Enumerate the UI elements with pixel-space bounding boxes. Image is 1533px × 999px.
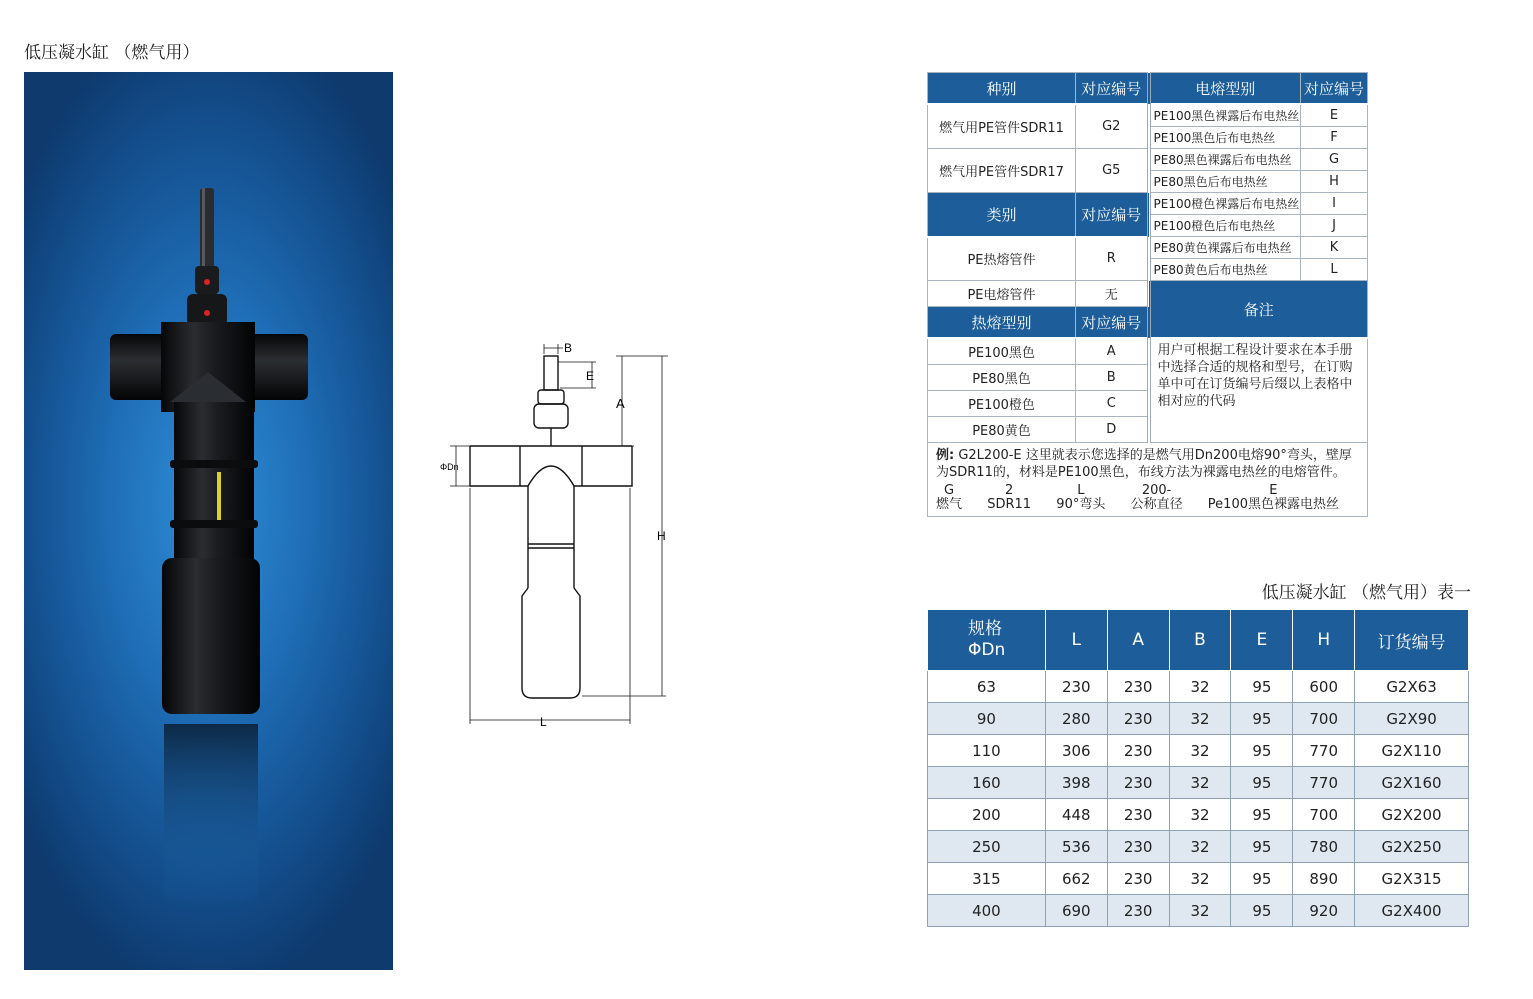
cell-a: 230 xyxy=(1107,703,1169,735)
electro-row: PE100橙色后布电热丝 xyxy=(1149,215,1301,237)
legend-item: G 燃气 xyxy=(936,483,963,512)
cell-h: 700 xyxy=(1293,799,1355,831)
legend-item: 2 SDR11 xyxy=(987,483,1032,512)
table-row xyxy=(928,703,1469,735)
table-row xyxy=(928,863,1469,895)
cell-l: 448 xyxy=(1045,799,1107,831)
cell-e: 95 xyxy=(1231,799,1293,831)
table-caption: 低压凝水缸 （燃气用）表一 xyxy=(1261,583,1471,603)
kind-header: 种别 xyxy=(928,73,1076,105)
electro-code: H xyxy=(1301,171,1368,193)
electro-row: PE100黑色后布电热丝 xyxy=(1149,127,1301,149)
class-code: R xyxy=(1076,237,1149,281)
electro-row: PE100黑色裸露后布电热丝 xyxy=(1149,104,1301,127)
hot-code: A xyxy=(1076,338,1149,365)
cell-l: 398 xyxy=(1045,767,1107,799)
cell-order-code: G2X63 xyxy=(1355,671,1469,703)
cell-e: 95 xyxy=(1231,831,1293,863)
cell-order-code: G2X200 xyxy=(1355,799,1469,831)
dim-label-h: H xyxy=(657,529,666,543)
table-row xyxy=(928,671,1469,703)
cell-h: 700 xyxy=(1293,703,1355,735)
electro-row: PE80黑色后布电热丝 xyxy=(1149,171,1301,193)
cell-b: 32 xyxy=(1169,799,1231,831)
cell-a: 230 xyxy=(1107,831,1169,863)
remark-text: 用户可根据工程设计要求在本手册中选择合适的规格和型号，在订购单中可在订货编号后缀以上表格中相对应的代码 xyxy=(1149,338,1368,443)
cell-e: 95 xyxy=(1231,863,1293,895)
code-spec-table xyxy=(927,72,1368,517)
electro-code: K xyxy=(1301,237,1368,259)
legend-item: 200- 公称直径 xyxy=(1130,483,1183,512)
hot-code-header: 对应编号 xyxy=(1076,307,1149,339)
cell-e: 95 xyxy=(1231,767,1293,799)
electro-code: E xyxy=(1301,104,1368,127)
cell-b: 32 xyxy=(1169,895,1231,927)
kind-code-header: 对应编号 xyxy=(1076,73,1149,105)
hot-header: 热熔型别 xyxy=(928,307,1076,339)
cell-h: 770 xyxy=(1293,767,1355,799)
col-header-h: H xyxy=(1293,610,1355,671)
dim-label-e: E xyxy=(586,369,595,383)
col-header-a: A xyxy=(1107,610,1169,671)
dim-label-dn: ΦDn xyxy=(440,462,459,472)
table-row xyxy=(928,767,1469,799)
electro-row: PE80黑色裸露后布电热丝 xyxy=(1149,149,1301,171)
cell-dn: 63 xyxy=(928,671,1046,703)
col-header-order-code: 订货编号 xyxy=(1355,610,1469,671)
cell-dn: 90 xyxy=(928,703,1046,735)
col-header-l: L xyxy=(1045,610,1107,671)
cell-l: 306 xyxy=(1045,735,1107,767)
table-row xyxy=(928,895,1469,927)
cell-order-code: G2X250 xyxy=(1355,831,1469,863)
cell-dn: 315 xyxy=(928,863,1046,895)
electro-code: I xyxy=(1301,193,1368,215)
electro-code: F xyxy=(1301,127,1368,149)
cell-order-code: G2X400 xyxy=(1355,895,1469,927)
electro-code: L xyxy=(1301,259,1368,281)
class-code-header: 对应编号 xyxy=(1076,193,1149,237)
order-example xyxy=(928,443,1368,517)
example-legend xyxy=(936,484,1359,512)
cell-l: 230 xyxy=(1045,671,1107,703)
cell-order-code: G2X160 xyxy=(1355,767,1469,799)
electro-code-header: 对应编号 xyxy=(1301,73,1368,105)
cell-e: 95 xyxy=(1231,735,1293,767)
hot-code: C xyxy=(1076,391,1149,417)
remark-header: 备注 xyxy=(1149,281,1368,339)
cell-l: 662 xyxy=(1045,863,1107,895)
hot-code: D xyxy=(1076,417,1149,443)
cell-h: 770 xyxy=(1293,735,1355,767)
cell-a: 230 xyxy=(1107,735,1169,767)
hot-row: PE100橙色 xyxy=(928,391,1076,417)
table-row xyxy=(928,735,1469,767)
cell-l: 536 xyxy=(1045,831,1107,863)
kind-row: 燃气用PE管件SDR17 xyxy=(928,149,1076,193)
col-header-e: E xyxy=(1231,610,1293,671)
table-row xyxy=(928,799,1469,831)
cell-h: 920 xyxy=(1293,895,1355,927)
page-title: 低压凝水缸 （燃气用） xyxy=(24,43,200,63)
legend-item: E Pe100黑色裸露电热丝 xyxy=(1207,483,1339,512)
cell-a: 230 xyxy=(1107,767,1169,799)
class-header: 类别 xyxy=(928,193,1076,237)
product-photo xyxy=(24,72,393,970)
dim-label-a: A xyxy=(616,396,625,411)
cell-a: 230 xyxy=(1107,895,1169,927)
electro-row: PE80黄色裸露后布电热丝 xyxy=(1149,237,1301,259)
class-code: 无 xyxy=(1076,281,1149,307)
col-header-b: B xyxy=(1169,610,1231,671)
cell-dn: 110 xyxy=(928,735,1046,767)
class-row: PE电熔管件 xyxy=(928,281,1076,307)
col-header-spec: 规格 ΦDn xyxy=(928,610,1046,671)
hot-code: B xyxy=(1076,365,1149,391)
cell-b: 32 xyxy=(1169,703,1231,735)
cell-order-code: G2X110 xyxy=(1355,735,1469,767)
cell-a: 230 xyxy=(1107,671,1169,703)
cell-order-code: G2X315 xyxy=(1355,863,1469,895)
cell-e: 95 xyxy=(1231,895,1293,927)
electro-code: J xyxy=(1301,215,1368,237)
dim-label-b: B xyxy=(564,341,573,355)
cell-dn: 160 xyxy=(928,767,1046,799)
cell-h: 600 xyxy=(1293,671,1355,703)
kind-row: 燃气用PE管件SDR11 xyxy=(928,104,1076,149)
dimension-table xyxy=(927,609,1469,927)
cell-l: 280 xyxy=(1045,703,1107,735)
electro-code: G xyxy=(1301,149,1368,171)
class-row: PE热熔管件 xyxy=(928,237,1076,281)
cell-e: 95 xyxy=(1231,703,1293,735)
cell-b: 32 xyxy=(1169,735,1231,767)
cell-dn: 400 xyxy=(928,895,1046,927)
cell-order-code: G2X90 xyxy=(1355,703,1469,735)
cell-a: 230 xyxy=(1107,799,1169,831)
cell-h: 890 xyxy=(1293,863,1355,895)
hot-row: PE100黑色 xyxy=(928,338,1076,365)
cell-b: 32 xyxy=(1169,671,1231,703)
example-text: G2L200-E 这里就表示您选择的是燃气用Dn200电熔90°弯头，壁厚为SDR11的，材料是PE100黑色，布线方法为裸露电热丝的电熔管件。 xyxy=(936,448,1352,480)
electro-header: 电熔型别 xyxy=(1149,73,1301,105)
cell-dn: 200 xyxy=(928,799,1046,831)
cell-h: 780 xyxy=(1293,831,1355,863)
example-label: 例: xyxy=(936,448,955,463)
cell-e: 95 xyxy=(1231,671,1293,703)
dimension-diagram xyxy=(436,336,676,736)
electro-row: PE100橙色裸露后布电热丝 xyxy=(1149,193,1301,215)
cell-dn: 250 xyxy=(928,831,1046,863)
table-row xyxy=(928,831,1469,863)
dim-label-l: L xyxy=(540,715,547,729)
kind-code: G5 xyxy=(1076,149,1149,193)
cell-b: 32 xyxy=(1169,767,1231,799)
cell-b: 32 xyxy=(1169,831,1231,863)
cell-l: 690 xyxy=(1045,895,1107,927)
hot-row: PE80黄色 xyxy=(928,417,1076,443)
kind-code: G2 xyxy=(1076,104,1149,149)
cell-b: 32 xyxy=(1169,863,1231,895)
cell-a: 230 xyxy=(1107,863,1169,895)
electro-row: PE80黄色后布电热丝 xyxy=(1149,259,1301,281)
legend-item: L 90°弯头 xyxy=(1056,483,1106,512)
hot-row: PE80黑色 xyxy=(928,365,1076,391)
